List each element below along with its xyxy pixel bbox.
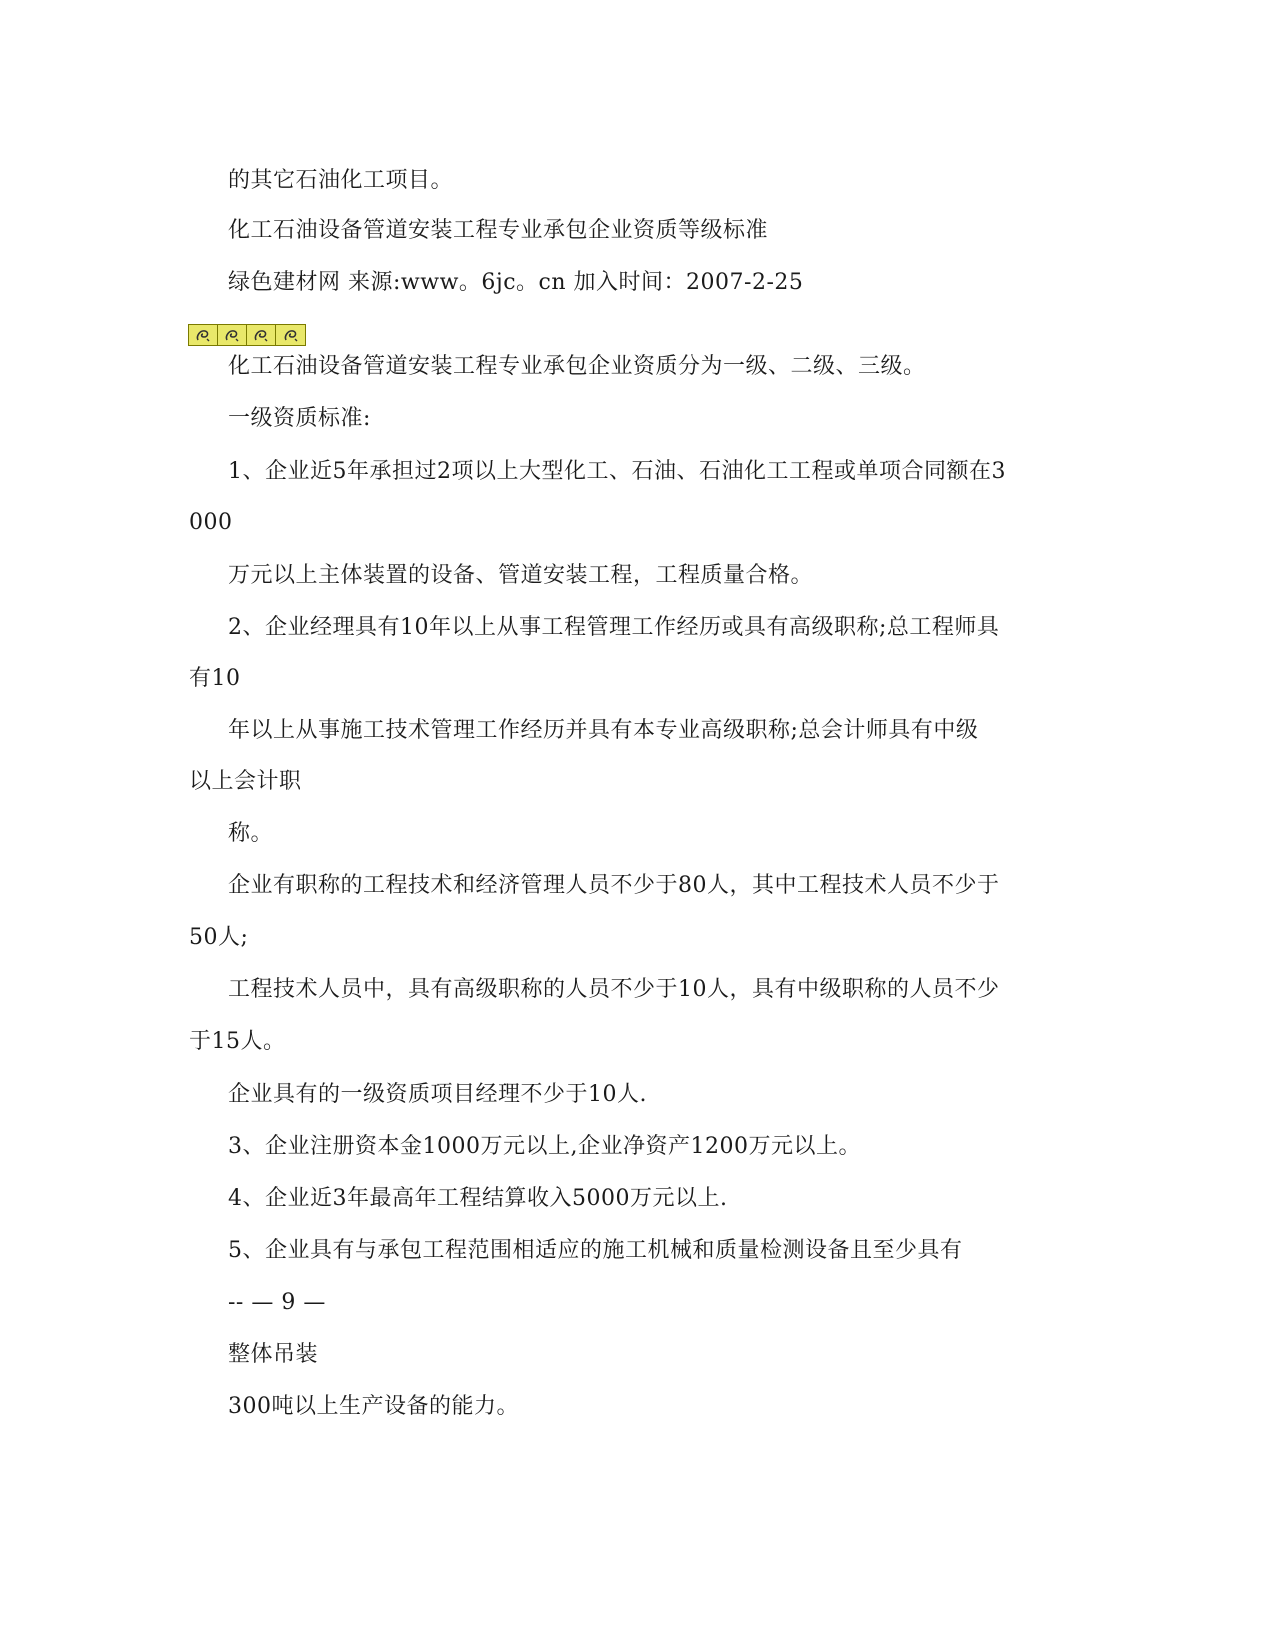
- text-line: 工程技术人员中，具有高级职称的人员不少于10人，具有中级职称的人员不少: [228, 977, 1000, 1002]
- text-line: 5、企业具有与承包工程范围相适应的施工机械和质量检测设备且至少具有: [228, 1238, 963, 1263]
- text-line: 300吨以上生产设备的能力。: [228, 1394, 519, 1419]
- text-line: 的其它石油化工项目。: [228, 168, 454, 193]
- text-line: 称。: [228, 821, 274, 846]
- text-line: 有10: [189, 666, 241, 691]
- text-line: 企业有职称的工程技术和经济管理人员不少于80人，其中工程技术人员不少于: [228, 873, 1000, 898]
- article-title: 化工石油设备管道安装工程专业承包企业资质等级标准: [228, 218, 769, 243]
- text-line: 50人;: [189, 925, 249, 950]
- text-line: 年以上从事施工技术管理工作经历并具有本专业高级职称;总会计师具有中级: [228, 718, 979, 743]
- spiral-icon: [247, 325, 276, 345]
- text-line: 3、企业注册资本金1000万元以上,企业净资产1200万元以上。: [228, 1134, 861, 1159]
- text-line: 于15人。: [189, 1029, 286, 1054]
- text-line: 4、企业近3年最高年工程结算收入5000万元以上.: [228, 1186, 728, 1211]
- text-line: 2、企业经理具有10年以上从事工程管理工作经历或具有高级职称;总工程师具: [228, 615, 1000, 640]
- text-line: 化工石油设备管道安装工程专业承包企业资质分为一级、二级、三级。: [228, 354, 926, 379]
- spiral-icon: [218, 325, 247, 345]
- spiral-icon: [189, 325, 218, 345]
- text-line: 万元以上主体装置的设备、管道安装工程，工程质量合格。: [228, 563, 814, 588]
- section-heading: 一级资质标准:: [228, 406, 371, 431]
- text-line: 1、企业近5年承担过2项以上大型化工、石油、石油化工工程或单项合同额在3: [228, 459, 1006, 484]
- text-line: 000: [189, 510, 233, 535]
- spiral-icon: [276, 325, 305, 345]
- text-line: 以上会计职: [189, 769, 302, 794]
- decorative-banner: [188, 324, 306, 346]
- text-line: 企业具有的一级资质项目经理不少于10人.: [228, 1082, 647, 1107]
- text-line: 整体吊装: [228, 1342, 319, 1367]
- source-line: 绿色建材网 来源:www。6jc。cn 加入时间：2007-2-25: [228, 270, 804, 295]
- page-number: -- — 9 —: [228, 1290, 326, 1315]
